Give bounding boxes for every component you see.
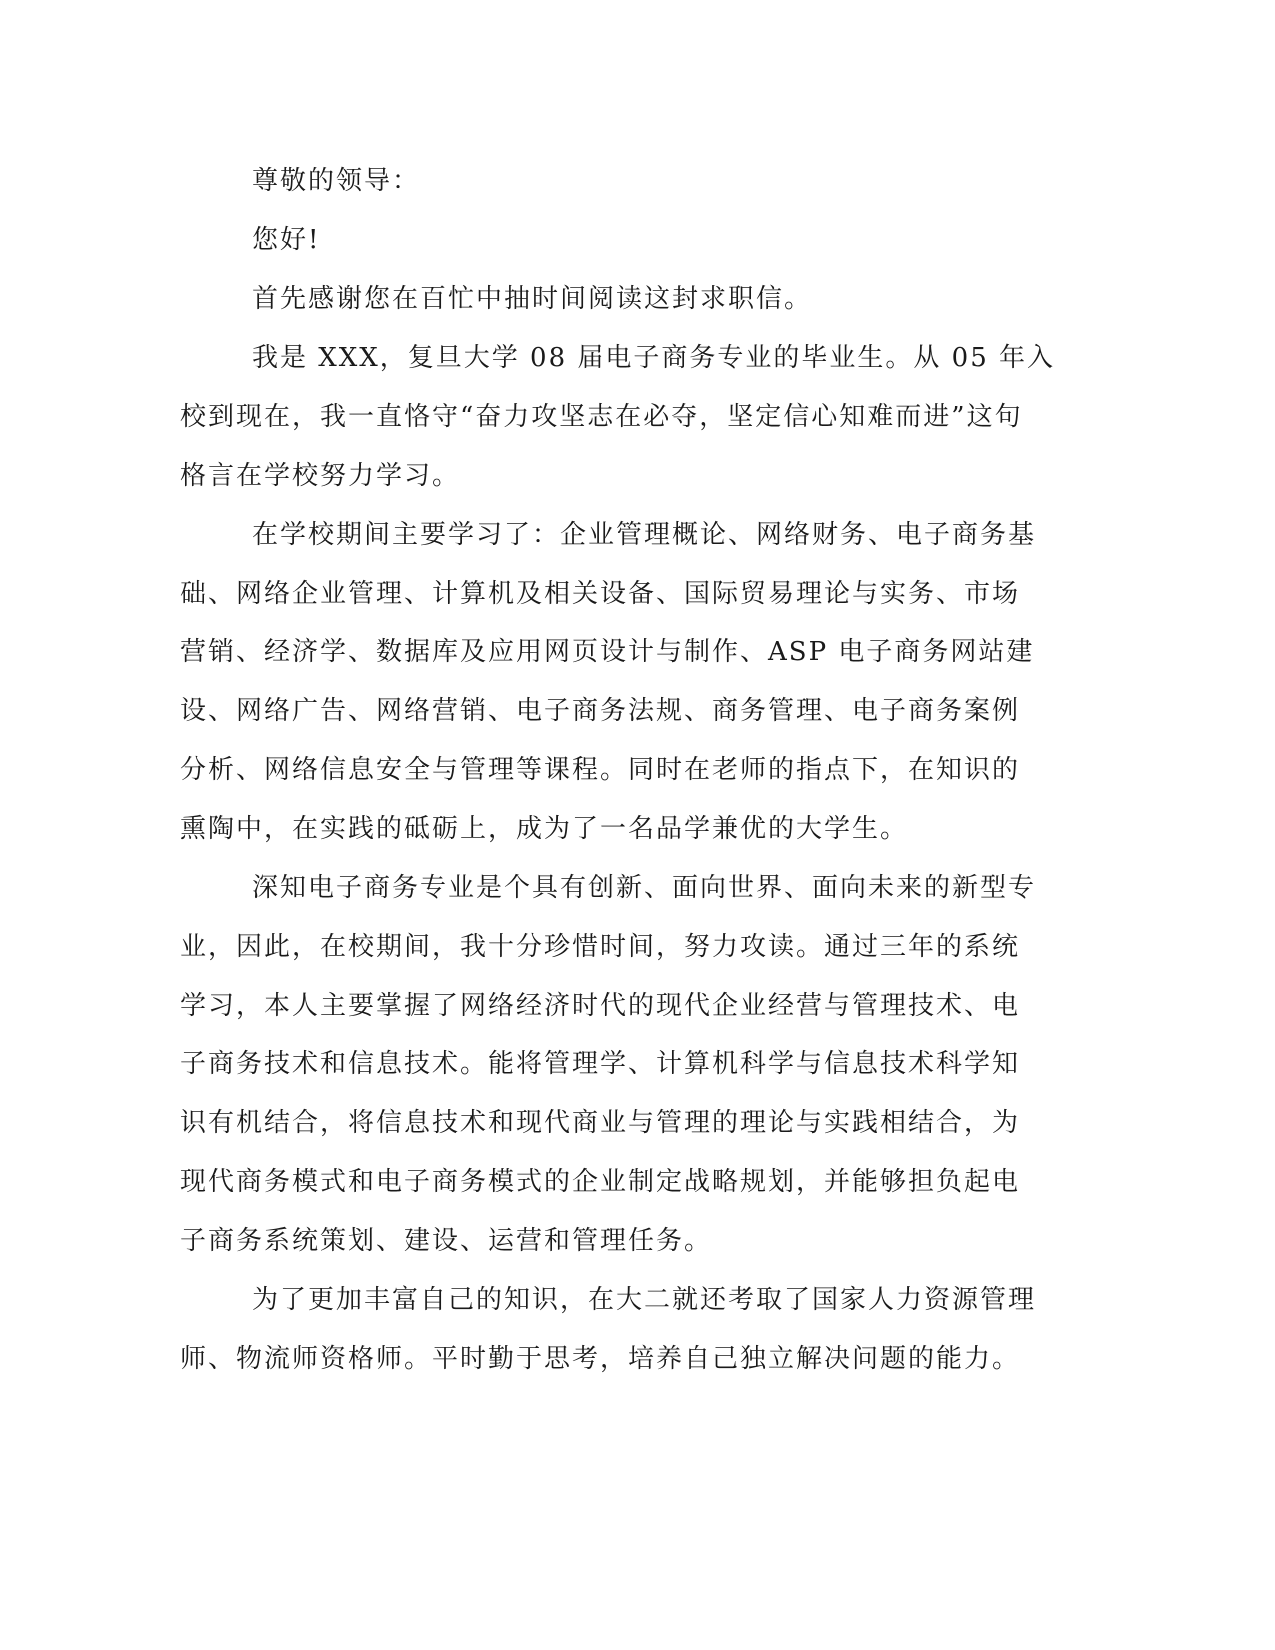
paragraph-line: 我是 XXX，复旦大学 08 届电子商务专业的毕业生。从 05 年入 [252,343,1056,373]
paragraph-line: 格言在学校努力学习。 [180,461,461,491]
paragraph-line: 子商务技术和信息技术。能将管理学、计算机科学与信息技术科学知 [180,1049,1021,1079]
paragraph-line: 现代商务模式和电子商务模式的企业制定战略规划，并能够担负起电 [180,1167,1021,1197]
greeting: 您好! [252,225,321,255]
paragraph-line: 师、物流师资格师。平时勤于思考，培养自己独立解决问题的能力。 [180,1344,1021,1374]
paragraph-line: 熏陶中，在实践的砥砺上，成为了一名品学兼优的大学生。 [180,814,909,844]
paragraph-line: 业，因此，在校期间，我十分珍惜时间，努力攻读。通过三年的系统 [180,932,1021,962]
paragraph-line: 识有机结合，将信息技术和现代商业与管理的理论与实践相结合，为 [180,1108,1021,1138]
paragraph-line: 子商务系统策划、建设、运营和管理任务。 [180,1226,713,1256]
paragraph-line: 校到现在，我一直恪守“奋力攻坚志在必夺，坚定信心知难而进”这句 [180,402,1023,432]
paragraph-line: 学习，本人主要掌握了网络经济时代的现代企业经营与管理技术、电 [180,991,1021,1021]
paragraph-line: 础、网络企业管理、计算机及相关设备、国际贸易理论与实务、市场 [180,579,1021,609]
paragraph-line: 设、网络广告、网络营销、电子商务法规、商务管理、电子商务案例 [180,696,1021,726]
salutation: 尊敬的领导： [252,166,421,196]
paragraph-line: 深知电子商务专业是个具有创新、面向世界、面向未来的新型专 [252,873,1037,903]
paragraph-line: 在学校期间主要学习了：企业管理概论、网络财务、电子商务基 [252,520,1037,550]
paragraph-line: 营销、经济学、数据库及应用网页设计与制作、ASP 电子商务网站建 [180,637,1035,667]
paragraph-line: 分析、网络信息安全与管理等课程。同时在老师的指点下，在知识的 [180,755,1021,785]
paragraph-line: 首先感谢您在百忙中抽时间阅读这封求职信。 [252,284,813,314]
paragraph-line: 为了更加丰富自己的知识，在大二就还考取了国家人力资源管理 [252,1285,1037,1315]
